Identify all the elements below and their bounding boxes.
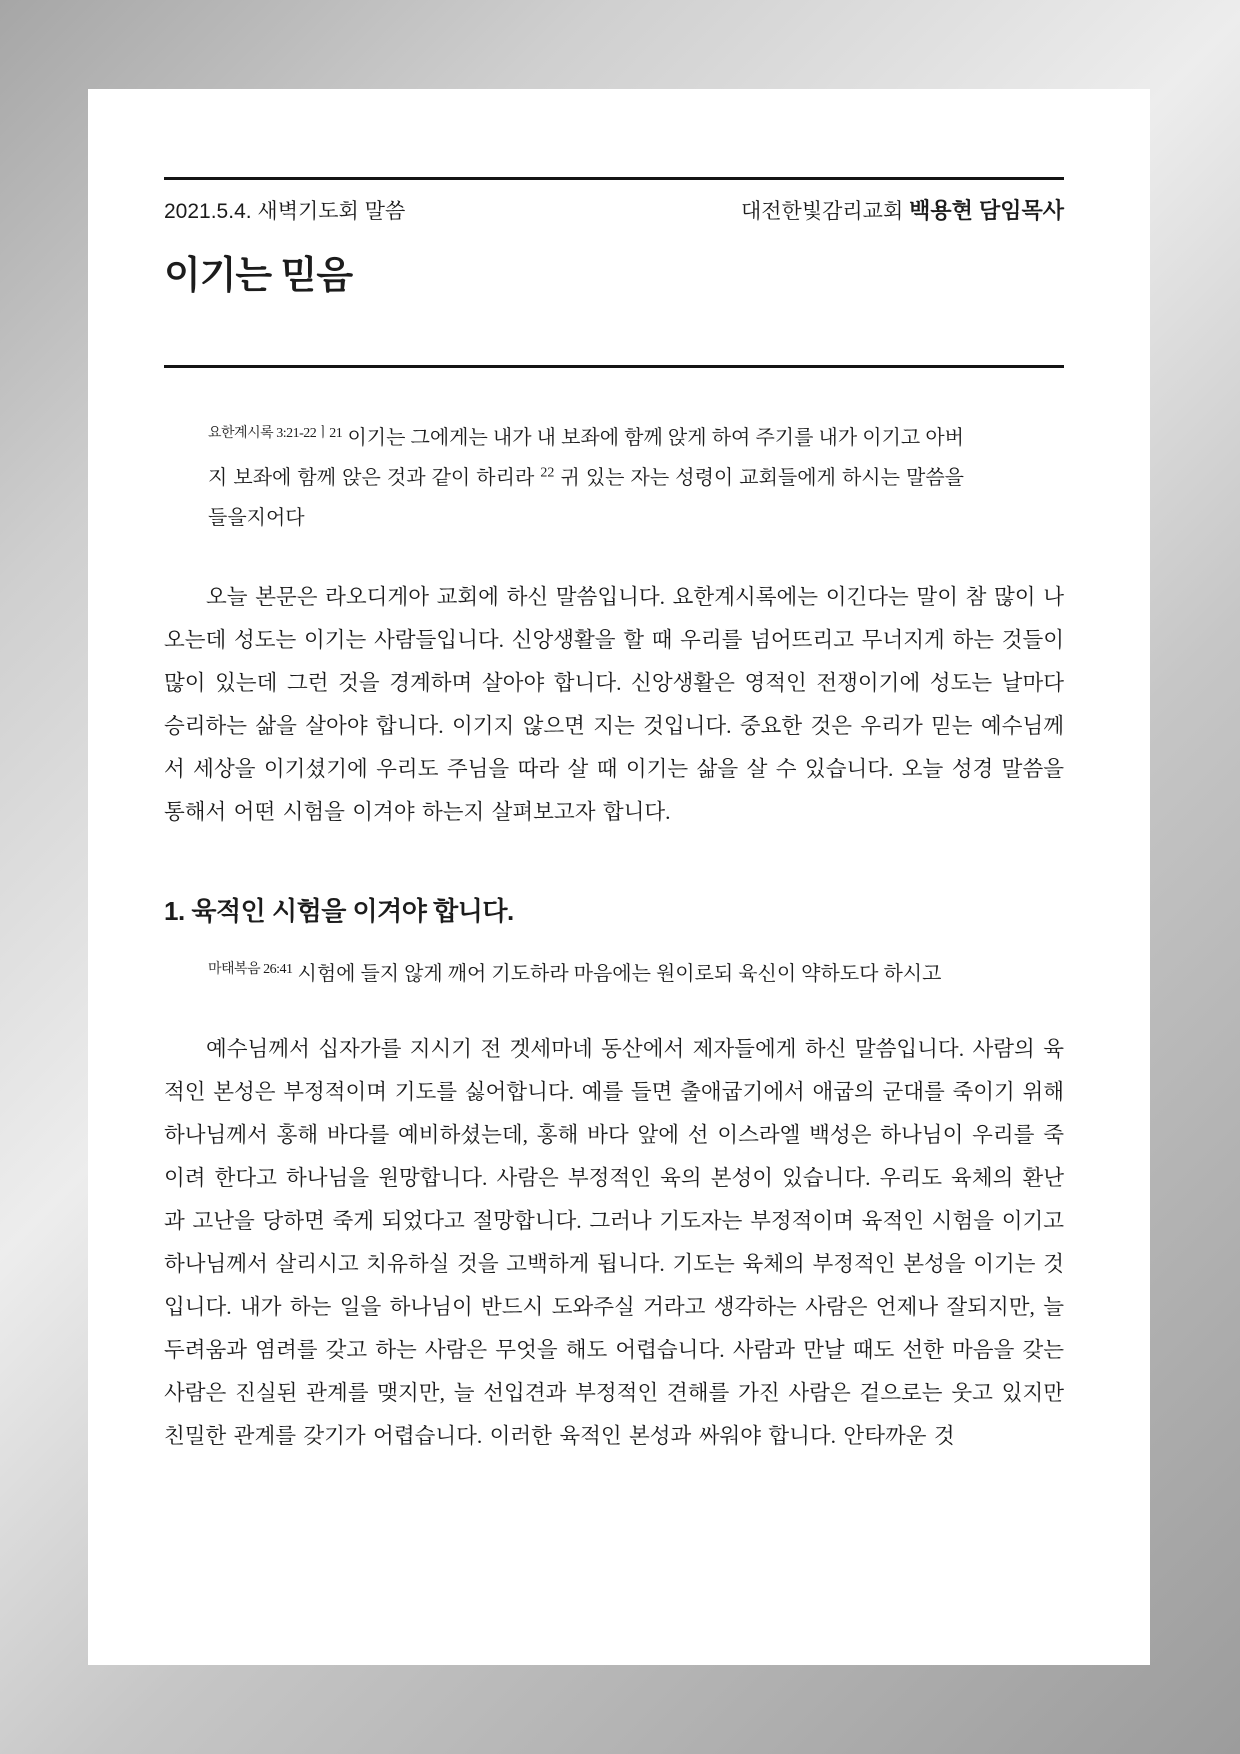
verse-21-text: 이기는 그에게는 내가 내 보좌에 함께 앉게 하여 주기를 내가 이기고 아버지 보좌에 함께 앉은 것과 같이 하리라	[208, 427, 964, 489]
verse-22-number: 22	[540, 465, 555, 481]
document-header	[164, 196, 1064, 227]
scripture-quote-revelation	[164, 414, 1064, 538]
document-content	[88, 177, 1150, 1458]
church-name: 대전한빛감리교회	[740, 200, 904, 223]
intro-paragraph: 오늘 본문은 라오디게아 교회에 하신 말씀입니다. 요한계시록에는 이긴다는 말이 참 많이 나오는데 성도는 이기는 사람들입니다. 신앙생활을 할 때 우리를 넘어뜨리고 무너지게 하는 것들이 많이 있는데 그런 것을 경계하며 살아야 합니다. 신앙생활은 영적인 전쟁이기에 성도는 날마다 승리하는 삶을 살아야 합니다. 이기지 않으면 지는 것입니다. 중요한 것은 우리가 믿는 예수님께서 세상을 이기셨기에 우리도 주님을 따라 살 때 이기는 삶을 살 수 있습니다. 오늘 성경 말씀을 통해서 어떤 시험을 이겨야 하는지 살펴보고자 합니다.	[164, 585, 1064, 824]
pastor-name: 백용현 담임목사	[909, 198, 1064, 223]
sermon-date-label: 2021.5.4. 새벽기도회 말씀	[164, 200, 406, 223]
section-1-paragraph: 예수님께서 십자가를 지시기 전 겟세마네 동산에서 제자들에게 하신 말씀입니다. 사람의 육적인 본성은 부정적이며 기도를 싫어합니다. 예를 들면 출애굽기에서 애굽의 군대를 죽이기 위해 하나님께서 홍해 바다를 예비하셨는데, 홍해 바다 앞에 선 이스라엘 백성은 하나님이 우리를 죽이려 한다고 하나님을 원망합니다. 사람은 부정적인 육의 본성이 있습니다. 우리도 육체의 환난과 고난을 당하면 죽게 되었다고 절망합니다. 그러나 기도자는 부정적이며 육적인 시험을 이기고 하나님께서 살리시고 치유하실 것을 고백하게 됩니다. 기도는 육체의 부정적인 본성을 이기는 것입니다. 내가 하는 일을 하나님이 반드시 도와주실 거라고 생각하는 사람은 언제나 잘되지만, 늘 두려움과 염려를 갖고 하는 사람은 무엇을 해도 어렵습니다. 사람과 만날 때도 선한 마음을 갖는 사람은 진실된 관계를 맺지만, 늘 선입견과 부정적인 견해를 가진 사람은 겉으로는 웃고 있지만 친밀한 관계를 갖기가 어렵습니다. 이러한 육적인 본성과 싸워야 합니다. 안타까운 것	[164, 1037, 1064, 1448]
document-page	[88, 89, 1150, 1665]
section-1-heading: 1. 육적인 시험을 이겨야 합니다.	[164, 896, 514, 926]
title-rule	[164, 365, 1064, 368]
scripture-quote-matthew	[164, 950, 1064, 994]
page-title: 이기는 믿음	[164, 255, 353, 297]
scripture-reference: 마태복음 26:41	[208, 962, 293, 977]
scripture-reference: 요한계시록 3:21-22ㅣ21	[208, 426, 343, 441]
matthew-verse-text: 시험에 들지 않게 깨어 기도하라 마음에는 원이로되 육신이 약하도다 하시고	[297, 963, 942, 985]
church-pastor-label	[741, 196, 1064, 227]
verse-22-text: 귀 있는 자는 성령이 교회들에게 하시는 말씀을 들을지어다	[208, 467, 964, 529]
top-rule	[164, 177, 1064, 180]
